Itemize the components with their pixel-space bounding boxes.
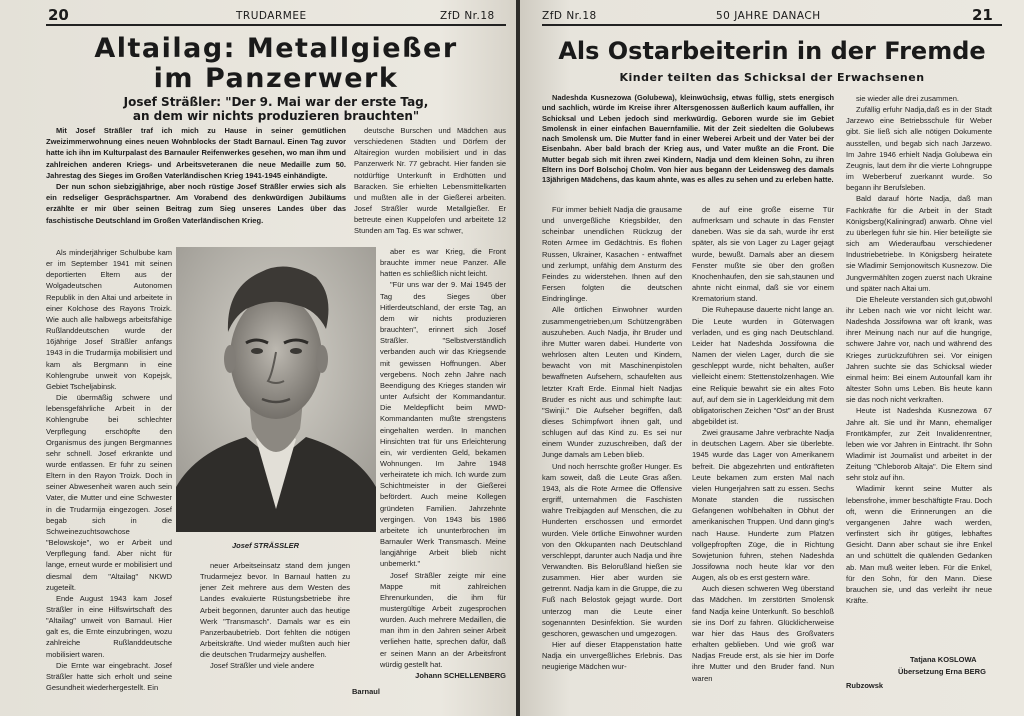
left-column-3 xyxy=(380,246,506,686)
left-subtitle-line1: Josef Sträßler: "Der 9. Mai war der erste Tag, xyxy=(123,95,429,109)
left-headline xyxy=(46,34,506,94)
left-intro xyxy=(46,125,346,243)
photo-caption: Josef STRÄSSLER xyxy=(232,541,300,550)
left-column-2-top xyxy=(354,125,506,246)
portrait-image xyxy=(176,247,376,532)
right-col2-para: Zwei grausame Jahre verbrachte Nadja in deutschen Lagern. Aber sie überlebte. 1945 wurde das Lager von Amerikanern befreit. Die abgezehrten und entkräfteten Leute bekamen zum ersten Mal nach vielen Hungerjahren satt zu essen. Sechs Monate standen die russischen Gefangenen wohlbehalten in Obhut der amerikanischen Truppen. Und dann ging's nach Hause. Hunderte zum Platzen vollgepfropften Züge, die in Richtung Sowjetunion fuhren, stehen Nadeshda Jossifowna noch heute klar vor den Augen, als ob es erst gestern wäre. xyxy=(692,428,834,583)
right-col1-para: Für immer behielt Nadja die grausame und unvergeßliche Kriegsbilder, den scheinbar unendlichen Rückzug der Roten Armee im Gedächtnis. Es flohen Russen, Ukrainer, Kasachen - entwaffnet und zerlumpt, unfähig dem Ansturm des Feindes zu widerstehen. Ihnen auf den Fersen folgten die deutschen Eindringlinge. xyxy=(542,205,682,304)
left-issue: ZfD Nr.18 xyxy=(440,10,495,22)
right-col2-para: Auch diesen schweren Weg überstand das Mädchen. Im zerstörten Smolensk fand Nadja keine Unterkunft. So beschloß sie ins Dorf zu fahren. Glücklicherweise war hier das Haus des Großvaters erhalten geblieben. Und wie groß war Nadjas Freude erst, als sie hier im Dorfe ihre Mutter und den Bruder fand. Nun waren xyxy=(692,584,834,683)
right-page-header xyxy=(520,6,1024,22)
place-name: Barnaul xyxy=(352,687,380,696)
right-col2-para: Die Ruhepause dauerte nicht lange an. Die Leute wurden in Güterwagen verladen, und es ging nach Deutschland. Leider hat Nadeshda Jossifowna die Namen der vielen Lager, durch die sie geschleppt wurde, nicht behalten, außer vielleicht einem: Stettenstolzenhagen. Wie eine Reliquie bewahrt sie ein altes Foto auf, auf dem sie in Lagerkleidung mit dem obligatorischen Zeichen "Ost" an der Brust abgebildet ist. xyxy=(692,305,834,426)
left-section-name: TRUDARMEE xyxy=(236,10,307,22)
left-intro-para: Der nun schon siebzigjährige, aber noch rüstige Josef Sträßler erwies sich als ein redseliger Gesprächspartner. Am Vorabend des denkwürdigen Jubiläums erzählte er mir über seinen Beitrag zum Sieg unseres Landes über das faschistische Deutschland im Großen Vaterländischen Krieg. xyxy=(46,182,346,225)
right-col1-para: Hier auf dieser Etappenstation hatte Nadja ein unvergeßliches Erlebnis. Das neugierige Mädchen wur- xyxy=(542,640,682,672)
portrait-photo xyxy=(176,247,376,532)
right-col3-para: Zufällig erfuhr Nadja,daß es in der Stadt Jarzewo eine Betriebsschule für Weber gibt. Sie ließ sich alle nötigen Dokumente ausstellen, und begab sich nach Jarzewo. Im Jahre 1946 erhielt Nadja Golubewa ein Zeugnis, laut dem ihr die vierte Lohngruppe im Weberberuf zuerkannt wurde. So begann ihr Berufsleben. xyxy=(846,105,992,193)
right-col3-para: Die Eheleute verstanden sich gut,obwohl ihr Leben nach wie vor nicht leicht war. Nadeshda Jossifowna war oft krank, was ihrer Meinung nach nur auf die hungrige, schwere Jahre vor, nach und während des Krieges zurückzuführen sei. Vor einigen Jahren suchte sie das Schicksal wieder einmal heim: Bei einem Autounfall kam ihr ältester Sohn ums Leben. Bis heute kann sie das noch nicht verkraften. xyxy=(846,294,992,405)
right-header-rule xyxy=(542,24,1002,26)
right-page-number: 21 xyxy=(972,6,993,24)
left-col3-para: "Für uns war der 9. Mai 1945 der Tag des Sieges über Hitlerdeutschland, der erste Tag, an dem wir nichts produzieren brauchten", erinnert sich Josef Sträßler. "Selbstverständlich verbanden auch wir das Kriegsende mit gewissen Hoffnungen. Aber vergebens. Noch zehn Jahre nach Beendigung des Krieges standen wir unter Aufsicht der Kommandantur. Die Meldepflicht beim MWD-Kommandanten mußte strengstens eingehalten werden. In manchen Hinsichten trat für uns Erleichterung ein, wir verdienten Geld, bekamen Wohnungen. Im Jahre 1948 verheiratete ich mich. Ich wurde zum Schichtmeister in der Gießerei befördert. Auch meine Kollegen gründeten Familien. Jahrzehnte vergingen. Von 1943 bis 1986 arbeitete ich ununterbrochen im Barnauler Werk Transmasch. Meine langjährige Arbeit blieb nicht unbemerkt." xyxy=(380,280,506,569)
left-intro-para: Mit Josef Sträßler traf ich mich zu Hause in seiner gemütlichen Zweizimmerwohnung eines neuen Wohnblocks der Stadt Barnaul. Einen Tag zuvor hatte ich ihn im Kulturpalast des Barnauler Reifenwerkes gesehen, wo man ihm und zahlreichen anderen Kriegs- und Arbeitsveteranen die neue Medaille zum 50. Jahrestag des Sieges im Großen Vaterländischen Krieg 1941-1945 einhändigte. xyxy=(46,126,346,180)
left-subtitle xyxy=(46,96,506,123)
left-column-1 xyxy=(46,247,172,693)
right-col3-para: sie wieder alle drei zusammen. xyxy=(856,94,959,103)
right-col1-para: Alle örtlichen Einwohner wurden zusammengetrieben,um Schützengräben auszuheben. Auch Nadja, ihr Bruder und ihre Mutter waren dabei. Hunderte von wehrlosen alten Leuten und Kindern, bewacht von mit Maschinenpistolen bewaffneten Aufsehern, schaufelten aus letzter Kraft Erde. Einmal hielt Nadjas Bruder es nicht aus und schimpfte laut: "Swinji." Die Aufseher begriffen, daß dieses Schimpfwort ihnen galt, und schlugen auf das Kind zu. Es sei nur einem Wunder zuzuschreiben, daß der Junge damals am Leben blieb. xyxy=(542,305,682,460)
right-headline: Als Ostarbeiterin in der Fremde xyxy=(558,37,986,65)
left-col1-para: Ende August 1943 kam Josef Sträßler in eine Hilfswirtschaft des "Altailag" unweit von Barnaul. Hier galt es, die Ernte einzubringen, wozu zahlreiche Rußlanddeutsche mobilisiert waren. xyxy=(46,593,172,659)
left-col2-para: deutsche Burschen und Mädchen aus verschiedenen Städten und Dörfern der Altairegion wurden mobilisiert und in das Panzerwerk Nr. 77 gebracht. Hier fanden sie notdürftige Unterkunft in Erdhütten und Baracken. Sie erhielten Lebensmittelkarten und mußten alle in der Gießerei arbeiten. Josef Sträßler wurde Metallgießer. Er betreute einen Kuppelofen und arbeitete 12 Stunden am Tag. Es war schwer, xyxy=(354,126,506,236)
place-name-right: Rubzowsk xyxy=(846,681,884,690)
translator-credit: Übersetzung Erna BERG xyxy=(898,667,986,676)
left-subtitle-line2: an dem wir nichts produzieren brauchten" xyxy=(132,108,420,123)
author-signature-right: Tatjana KOSLOWA xyxy=(910,655,977,664)
left-column-2-lower xyxy=(200,560,350,698)
left-col2-para: neuer Arbeitseinsatz stand dem jungen Trudarmejez bevor. In Barnaul hatten zu jener Zeit mehrere aus dem Westen des Landes evakuierte Rüstungsbetriebe ihre Arbeit begonnen, darunter auch das heutige Werk "Transmasch". Damals war es ein Panzerbaubetrieb. Dort fehlten die nötigen Arbeitskräfte. Und wieder mußten auch hier die deutschen Trudarmejzy aushelfen. xyxy=(200,561,350,660)
right-col3-para: Wladimir kennt seine Mutter als lebensfrohe, immer beschäftigte Frau. Doch oft, wenn die Erinnerungen an die vergangenen Jahre wach werden, verfinstert sich ihr gütiges, lebhaftes Gesicht. Dann aber schaut sie ihre Enkel an und schüttelt die quälenden Gedanken ab. Man muß weiter leben. Für die Enkel, für den Sohn, für den Mann. Diese brauchen sie, und das verleiht ihr neue Kräfte. xyxy=(846,484,992,606)
right-intro xyxy=(542,93,834,197)
right-intro-para: Nadeshda Kusnezowa (Golubewa), kleinwüchsig, etwas füllig, stets energisch und sachlich, würde im Kreise ihrer Altersgenossen äußerlich kaum auffallen, ihr Schicksal und Leben jedoch sind merkwürdig. Geboren wurde sie im Gebiet Smolensk in einer einfachen Bauernfamilie. Mit der Zeit siedelten die Golubews nach Smolensk um. Die Mutter fand in einer Weberei Arbeit und der Vater bei der Eisenbahn. Aber bald brach der Krieg aus, und Vater mußte an die Front. Die Mutter begab sich mit ihren zwei Kindern, Nadja und dem kleinen Sohn, zu ihren Eltern ins Dorf Bolschoj Cholm. Von hier aus begann der Leidensweg des damals 13jährigen Mädchens, das kaum ahnte, was es alles zu sehen und zu erleben hatte. xyxy=(542,93,834,185)
right-col3-para: Heute ist Nadeshda Kusnezowa 67 Jahre alt. Sie und ihr Mann, ehemaliger Frontkämpfer, zur Zeit Invalidenrentner, leben wie vor Jahren in Eintracht. Ihr Sohn Wladimir ist Journalist und arbeitet in der Zeitung "Chleborob Altaja". Die Eltern sind sehr stolz auf ihn. xyxy=(846,406,992,483)
right-page xyxy=(520,0,1024,716)
right-subtitle: Kinder teilten das Schicksal der Erwachsenen xyxy=(619,71,925,84)
left-col1-para: Die übermäßig schwere und lebensgefährliche Arbeit in der Kohlengrube bei schlechter Verpflegung erschöpfte den Organismus des jungen Bergmannes sehr schnell. Josef erkrankte und wurde entlassen. Er fuhr zu seinen Eltern in den Rayon Troizk. Doch in seiner Abwesenheit waren auch sein Vater, die Mutter und eine Schwester in die Trudarmija eingezogen. Josef begab sich in die Schweinezuchtsowchose "Belowskoje", wo er Arbeit und Verpflegung fand. Aber nicht für lange, erneut wurde er mobilisiert und diesmal dem "Altailag" NKWD zugeteilt. xyxy=(46,393,172,592)
right-col2-para: de auf eine große eiserne Tür aufmerksam und schaute in das Fenster daneben. Was sie da sah, wurde ihr erst später, als sie von Lager zu Lager gejagt wurde, bewußt. Damals aber an diesem Fenster mußte sie über den großen Knochenhaufen, den sie sah,staunen und ahnte nicht einmal, daß sie vor einem Krematorium stand. xyxy=(692,205,834,304)
author-signature: Johann SCHELLENBERG xyxy=(415,670,506,680)
left-col1-para: Als minderjähriger Schulbube kam er im September 1941 mit seinen deportierten Eltern aus der Wolgadeutschen Autonomen Republik in den Altai und arbeitete in einer Kolchose des Rayons Troizk. Wie auch alle halbwegs arbeitsfähige Rußlanddeutschen wurde der 16jährige Josef Sträßler anfangs 1943 in die Trudarmija mobilisiert und kam als Bergmann in eine Kohlengrube unweit von Kopejsk, Gebiet Tscheljabinsk. xyxy=(46,248,172,391)
right-column-2 xyxy=(692,204,834,700)
right-issue: ZfD Nr.18 xyxy=(542,10,597,22)
right-section-name: 50 JAHRE DANACH xyxy=(716,10,821,22)
right-column-1 xyxy=(542,204,682,700)
left-col2-para: Josef Sträßler und viele andere xyxy=(210,661,315,671)
left-header-rule xyxy=(46,24,506,26)
left-col1-para: Die Ernte war eingebracht. Josef Sträßler hatte sich erholt und seine Gesundheit wiederhergestellt. Ein xyxy=(46,660,172,693)
right-column-3 xyxy=(846,93,992,653)
left-headline-line1: Altailag: Metallgießer xyxy=(94,33,458,64)
right-col3-para: Bald darauf hörte Nadja, daß man Fachkräfte für die Arbeit in der Stadt Königsberg(Kaliningrad) anwarb. Ohne viel zu überlegen fuhr sie hin. Hier beteiligte sie sich am Wiederaufbau verschiedener Industriebetriebe. In Königsberg heiratete sie Wladimir Semjonowitsch Kusnezow. Die Jungvermählten zogen zuerst nach Ukraine und später nach Altai um. xyxy=(846,194,992,293)
left-headline-line2: im Panzerwerk xyxy=(153,63,399,94)
left-col3-para: aber es war Krieg, die Front brauchte immer neue Panzer. Alle hatten es schließlich nicht leicht. xyxy=(380,247,506,279)
right-col1-para: Und noch herrschte großer Hunger. Es kam soweit, daß die Leute Gras aßen. 1943, als die Rote Armee die Offensive ergriff, unternahmen die Faschisten wahre Treibjagden auf Menschen, die zu Hunderten erschossen und ermordet wurden. Viele örtliche Einwohner wurden von den Okkupanten nach Deutschland verschleppt, darunter auch Nadja und ihre Verwandten. Bis Belorußland hießen sie zusammen. Hier aber wurden sie getrennt. Nadja kam in die Gruppe, die zu Fuß nach Belostok gejagt wurde. Dort unterzog man die Leute einer sogenannten Desinfektion. Sie wurden geschoren, gewaschen und umgezogen. xyxy=(542,461,682,638)
left-page-header xyxy=(0,6,518,22)
left-col3-para: Josef Sträßler zeigte mir eine Mappe mit zahlreichen Ehrenurkunden, die ihm für mustergültige Arbeit zugesprochen wurden. Auch mehrere Medaillen, die man ihm in den Jahren seiner Arbeit verliehen hatte, sprechen dafür, daß er seinen Mann an der Arbeitsfront würdig gestellt hat. xyxy=(380,570,506,669)
left-page-number: 20 xyxy=(48,6,69,24)
